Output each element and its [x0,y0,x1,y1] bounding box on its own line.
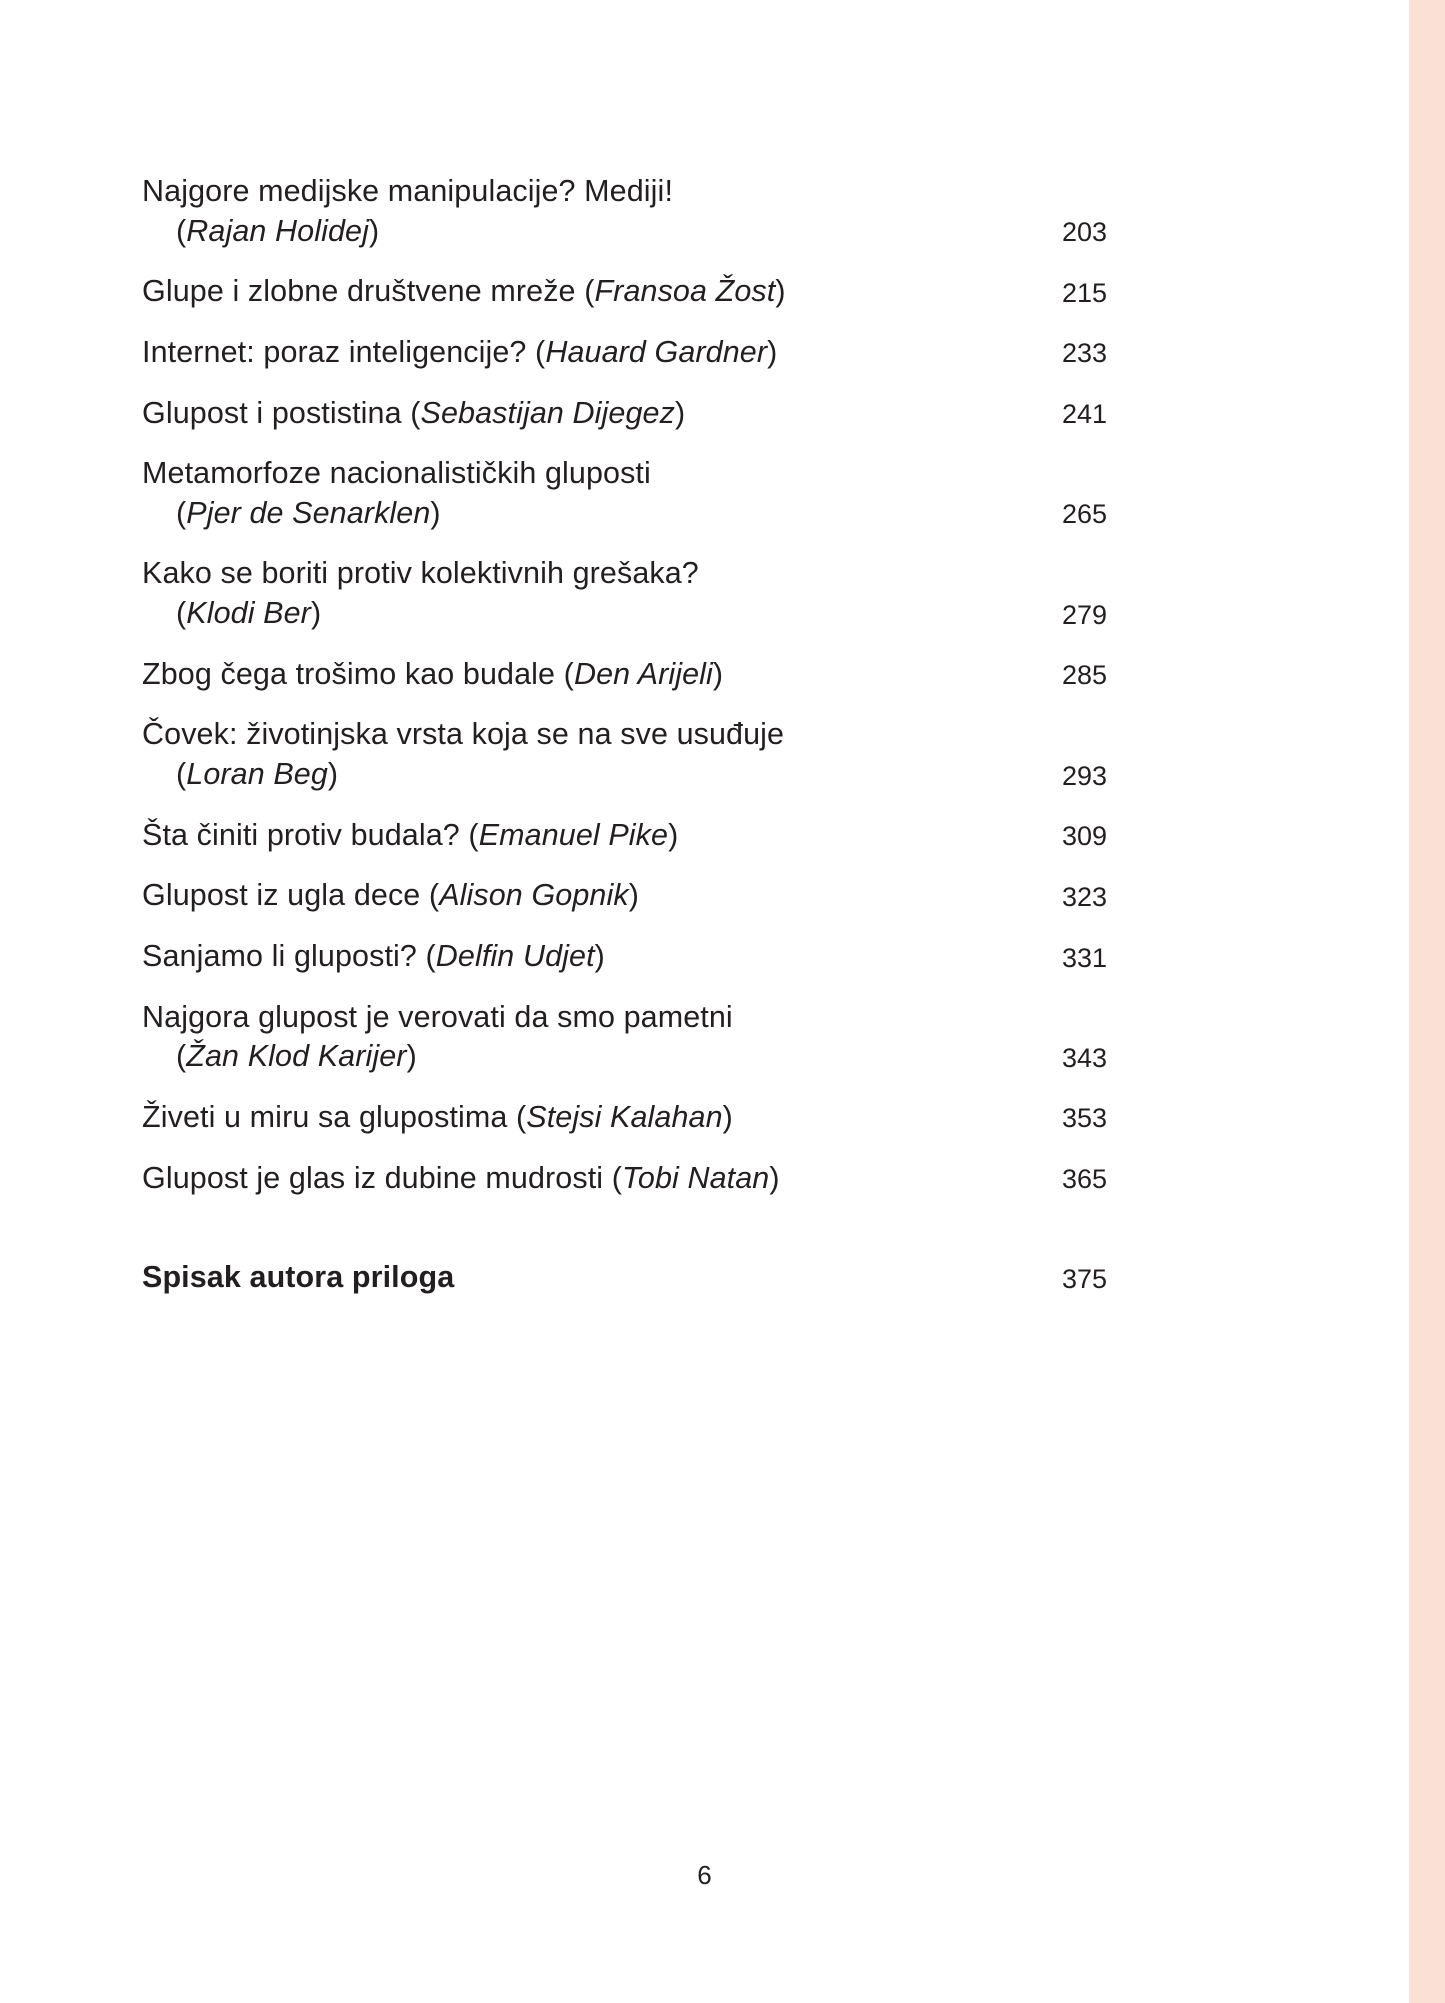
toc-entry-title [142,715,972,794]
toc-entry[interactable] [142,272,1107,312]
toc-entry-title [142,1159,972,1199]
toc-entry-page-number: 241 [1061,399,1107,430]
toc-entry[interactable] [142,1159,1107,1199]
toc-entry-author: Tobi Natan [621,1160,770,1195]
toc-entry-author: Hauard Gardner [545,334,768,369]
toc-entry-title-text: Živeti u miru sa glupostima ( [142,1099,527,1134]
toc-entry-page-number: 343 [1061,1042,1107,1073]
toc-entry[interactable] [142,1258,1107,1298]
toc-entry-author: Žan Klod Karijer [186,1039,407,1074]
toc-entry-author: Rajan Holidej [186,213,369,248]
toc-entry-paren-close: ) [628,878,639,913]
toc-entry-page-number: 365 [1061,1164,1107,1195]
toc-entry[interactable] [142,394,1107,434]
toc-entry-author-line [142,212,972,252]
toc-entry-title [142,333,972,373]
toc-entry[interactable] [142,816,1107,856]
toc-entry-title [142,1258,972,1298]
toc-entry-title [142,876,972,916]
toc-entry-title-line1: Metamorfoze nacionalističkih gluposti [142,456,651,491]
toc-entry-page-number: 353 [1061,1103,1107,1134]
toc-entry-paren-close: ) [722,1099,733,1134]
toc-entry-author: Loran Beg [186,757,328,792]
toc-entry-author: Sebastijan Dijegez [420,395,675,430]
toc-entry-author: Fransoa Žost [594,274,776,309]
toc-entry-page-number: 203 [1061,217,1107,248]
toc-entry-author: Stejsi Kalahan [526,1099,723,1134]
toc-entry-author: Den Arijeli [573,656,713,691]
toc-entry[interactable] [142,554,1107,633]
toc-entry-page-number: 233 [1061,338,1107,369]
toc-entry-title-line1: Kako se boriti protiv kolektivnih grešaka? [142,556,699,591]
toc-entry[interactable] [142,937,1107,977]
toc-entry-page-number: 293 [1061,760,1107,791]
toc-entry-title-text: Glupost je glas iz dubine mudrosti ( [142,1160,622,1195]
toc-entry-paren-close: ) [775,274,786,309]
toc-entry-title [142,554,972,633]
toc-entry-page-number: 309 [1061,821,1107,852]
toc-entry-title [142,998,972,1077]
toc-entry-paren-close: ) [712,656,724,691]
toc-entry-author: Delfin Udjet [435,938,595,973]
toc-entry-paren-close: ) [430,495,441,530]
toc-entry-page-number: 265 [1061,499,1107,530]
toc-entry-paren-open: ( [176,1039,187,1074]
toc-entry-author-line [142,594,972,634]
toc-entry-paren-close: ) [310,596,322,631]
toc-entry-paren-open: ( [176,213,187,248]
toc-entry-author-line [142,1037,972,1077]
toc-entry-title-text: Glupost iz ugla dece ( [142,878,440,913]
toc-entry-author-line [142,494,972,534]
toc-entry-title-line1: Najgore medijske manipulacije? Mediji! [142,174,674,208]
toc-entry-author: Pjer de Senarklen [186,495,431,530]
toc-entry-page-number: 285 [1061,660,1107,691]
toc-entry[interactable] [142,454,1107,533]
toc-entry-title-text: Šta činiti protiv budala? ( [142,817,479,852]
toc-entry-page-number: 331 [1061,942,1107,973]
toc-entry-title [142,937,972,977]
toc-entry-author: Klodi Ber [186,596,311,631]
table-of-contents [142,172,1107,1319]
toc-entry-paren-open: ( [176,757,187,792]
toc-entry-paren-close: ) [327,757,339,792]
page-folio-number: 6 [697,1860,712,1890]
toc-entry-page-number: 215 [1061,277,1107,308]
toc-entry-title [142,272,972,312]
toc-entry-title [142,816,972,856]
toc-entry-title [142,394,972,434]
toc-entry-author-line [142,755,972,795]
toc-entry-paren-close: ) [406,1039,417,1074]
toc-entry-page-number: 323 [1061,881,1107,912]
toc-entry-title-text: Sanjamo li gluposti? ( [142,938,436,973]
toc-entry[interactable] [142,998,1107,1077]
toc-entry-title [142,172,972,251]
toc-entry-paren-close: ) [769,1160,780,1195]
toc-entry-title [142,655,972,695]
toc-entry-title-line1: Najgora glupost je verovati da smo pametni [142,999,733,1034]
toc-entry-author: Alison Gopnik [439,878,629,913]
toc-entry-paren-close: ) [674,395,686,430]
toc-entry-paren-open: ( [176,495,187,530]
toc-entry-paren-close: ) [668,817,679,852]
toc-entry-page-number: 375 [1061,1263,1107,1294]
toc-entry-title-text: Spisak autora priloga [142,1260,455,1295]
toc-entry-paren-open: ( [176,596,187,631]
toc-entry[interactable] [142,876,1107,916]
toc-entry-author: Emanuel Pike [478,817,669,852]
toc-entry-paren-close: ) [594,938,605,973]
toc-entry-title [142,1098,972,1138]
toc-entry-page-number: 279 [1061,599,1107,630]
toc-entry-title-text: Zbog čega trošimo kao budale ( [142,656,574,691]
toc-entry-paren-close: ) [368,213,380,248]
toc-entry-title-text: Internet: poraz inteligencije? ( [142,334,546,369]
page-edge-strip [1409,0,1445,2003]
toc-entry[interactable] [142,655,1107,695]
toc-entry-title [142,454,972,533]
toc-entry[interactable] [142,333,1107,373]
toc-entry[interactable] [142,1098,1107,1138]
toc-entry[interactable] [142,715,1107,794]
toc-entry-paren-close: ) [767,334,778,369]
toc-entry[interactable] [142,172,1107,251]
toc-entry-title-text: Glupost i postistina ( [142,395,421,430]
toc-entry-title-line1: Čovek: životinjska vrsta koja se na sve usuđuje [142,717,785,752]
toc-entry-title-text: Glupe i zlobne društvene mreže ( [142,274,595,309]
